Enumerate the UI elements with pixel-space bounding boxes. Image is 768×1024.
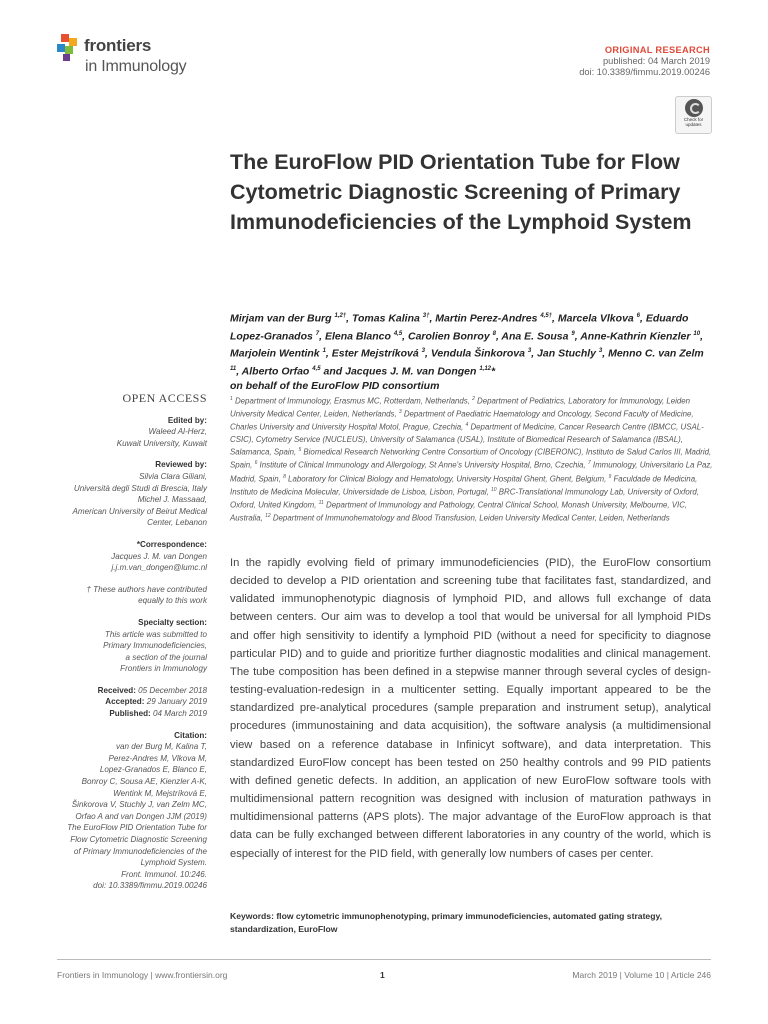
accepted-line	[57, 696, 207, 708]
abstract: In the rapidly evolving field of primary immunodeficiencies (PID), the EuroFlow consortium decided to develop a PID orientation and screening tube that facilitates fast, standardized, and validated immunophenotypic diagnosis of lymphoid PID, and allows full exchange of data between centers. Our aim was to develop a tool that would be universal for all lymphoid PIDs and offer high sensitivity to identify a lymphoid PID (without a need for specificity to diagnose particular PID) and to guide and prioritize further diagnostic modalities and clinical management. The tube composition has been defined in a stepwise manner through several cycles of design-testing-evaluation-redesign in a multicenter setting. Equally important appeared to be the standardized pre-analytical procedures (sample preparation and instrument setup), analytical procedures (immunostaining and data acquisition), the software analysis (a multidimensional view based on a reference database in Infinicyt software), and data interpretation. This standardized EuroFlow concept has been tested on 250 healthy controls and 99 PID patients with defined genetic defects. In addition, an application of new EuroFlow software tools with multidimensional pattern recognition was designed with inclusion of maturation pathways in multidimensional patterns (APS plots). The major advantage of the EuroFlow approach is that data can be fully exchanged between different laboratories in any country of the world, which is especially of interest for the PID field, with generally low numbers of cases per center.	[230, 557, 711, 860]
citation-value: van der Burg M, Kalina T, Perez-Andres M, Vlkova M, Lopez-Granados E, Blanco E, Bonroy C, Sousa AE, Kienzler A-K, Wentink M, Mejstríková E, Šinkorova V, Stuchly J, van Zelm MC, Orfao A and van Dongen JJM (2019) The EuroFlow PID Orientation Tube for Flow Cytometric Diagnostic Screening of Primary Immunodeficiencies of the Lymphoid System. Front. Immunol. 10:246. doi: 10.3389/fimmu.2019.00246	[67, 742, 207, 891]
edited-by-label: Edited by:	[167, 415, 207, 425]
correspondence-label: *Correspondence:	[136, 539, 207, 549]
article-meta	[579, 45, 710, 78]
sidebar	[57, 393, 207, 902]
edited-by-value: Waleed Al-Herz, Kuwait University, Kuwait	[116, 427, 207, 448]
correspondence-value[interactable]: Jacques J. M. van Dongen j.j.m.van_dongen@lumc.nl	[111, 551, 207, 573]
doi-link[interactable]: doi: 10.3389/fimmu.2019.00246	[579, 67, 710, 77]
correspondence-block	[57, 539, 207, 574]
affiliations: $^1$ Department of Immunology, Erasmus MC, Rotterdam, Netherlands, $^2$ Department of Pediatrics, Laboratory for Immunology, Leiden University Medical Center, Leiden, Netherlands, $^3$ Department of Paediatric Haematology and Oncology, Second Faculty of Medicine, Charles University and University Hospital Motol, Prague, Czechia, $^4$ Department of Medicine, Cancer Research Centre (IBMCC, USAL-CSIC), Cytometry Service (NUCLEUS), University of Salamanca (USAL), Institute of Biomedical Research of Salamanca (IBSAL), Salamanca, Spain, $^5$ Biomedical Research Networking Centre Consortium of Oncology (CIBERONC), Instituto de Salud Carlos III, Madrid, Spain, $^6$ Institute of Clinical Immunology and Allergology, St Anne's University Hospital, Brno, Czechia, $^7$ Immunology, Universitario La Paz, Madrid, Spain, $^8$ Laboratory for Clinical Biology and Hematology, University Hospital Ghent, Ghent, Belgium, $^9$ Faculdade de Medicina, Instituto de Medicina Molecular, Universidade de Lisboa, Lisbon, Portugal, $^{10}$ BRC-Translational Immunology Lab, University of Oxford, Oxford, United Kingdom, $^{11}$ Department of Immunology and Pathology, Central Clinical School, Monash University, Melbourne, VIC, Australia, $^{12}$ Department of Immunohematology and Blood Transfusion, Leiden University Medical Center, Leiden, Netherlands	[230, 396, 713, 523]
dates-block	[57, 685, 207, 720]
journal-logo	[57, 34, 207, 80]
citation-block	[57, 730, 207, 892]
reviewed-by-value: Silvia Clara Giliani, Università degli Studi di Brescia, Italy Michel J. Massaad, American University of Beirut Medical Center, Lebanon	[72, 471, 207, 528]
citation-label: Citation:	[174, 730, 207, 740]
published-label: Published:	[109, 709, 151, 719]
published-date-sidebar: 04 March 2019	[153, 709, 207, 719]
journal-name: frontiers	[84, 36, 152, 55]
equal-contribution-note	[57, 584, 207, 607]
article-type: ORIGINAL RESEARCH	[604, 45, 710, 55]
published-date: published: 04 March 2019	[603, 56, 710, 66]
open-access-label: OPEN ACCESS	[122, 391, 207, 405]
check-updates-icon	[685, 99, 703, 117]
received-label: Received:	[97, 685, 136, 695]
specialty-block	[57, 617, 207, 675]
received-date: 05 December 2018	[138, 685, 207, 695]
accepted-date: 29 January 2019	[146, 697, 207, 707]
published-line	[57, 708, 207, 720]
check-updates-label: Check for updates	[683, 117, 704, 127]
footer-volume: March 2019 | Volume 10 | Article 246	[572, 970, 711, 980]
article-title: The EuroFlow PID Orientation Tube for Flow Cytometric Diagnostic Screening of Primary Immunodeficiencies of the Lymphoid System	[230, 150, 692, 234]
keywords: Keywords: flow cytometric immunophenotyping, primary immunodeficiencies, automated gating strategy, standardization, EuroFlow	[230, 911, 662, 934]
specialty-value: This article was submitted to Primary Immunodeficiencies, a section of the journal Frontiers in Immunology	[103, 629, 207, 674]
journal-subtitle: in Immunology	[85, 58, 187, 75]
equal-contribution-text: † These authors have contributed equally to this work	[86, 584, 207, 606]
received-line	[57, 685, 207, 697]
author-list: Mirjam van der Burg $^{1,2\dagger}$, Tomas Kalina $^{3\dagger}$, Martin Perez-Andres $^{4,5\dagger}$, Marcela Vlkova $^6$, Eduardo Lopez-Granados $^7$, Elena Blanco $^{4,5}$, Carolien Bonroy $^8$, Ana E. Sousa $^9$, Anne-Kathrin Kienzler $^{10}$, Marjolein Wentink $^1$, Ester Mejstríková $^3$, Vendula Šinkorova $^3$, Jan Stuchly $^3$, Menno C. van Zelm $^{11}$, Alberto Orfao $^{4,5}$ and Jacques J. M. van Dongen $^{1,12}$* on behalf of the EuroFlow PID consortium	[230, 312, 704, 392]
edited-by-block	[57, 415, 207, 450]
accepted-label: Accepted:	[105, 697, 145, 707]
footer-divider	[57, 959, 711, 960]
check-for-updates-button[interactable]	[675, 96, 712, 134]
frontiers-logo-icon	[57, 34, 81, 62]
page-number: 1	[380, 970, 385, 980]
reviewed-by-block	[57, 459, 207, 529]
footer-journal[interactable]: Frontiers in Immunology | www.frontiersin.org	[57, 970, 228, 980]
reviewed-by-label: Reviewed by:	[155, 460, 207, 470]
specialty-label: Specialty section:	[138, 617, 207, 627]
